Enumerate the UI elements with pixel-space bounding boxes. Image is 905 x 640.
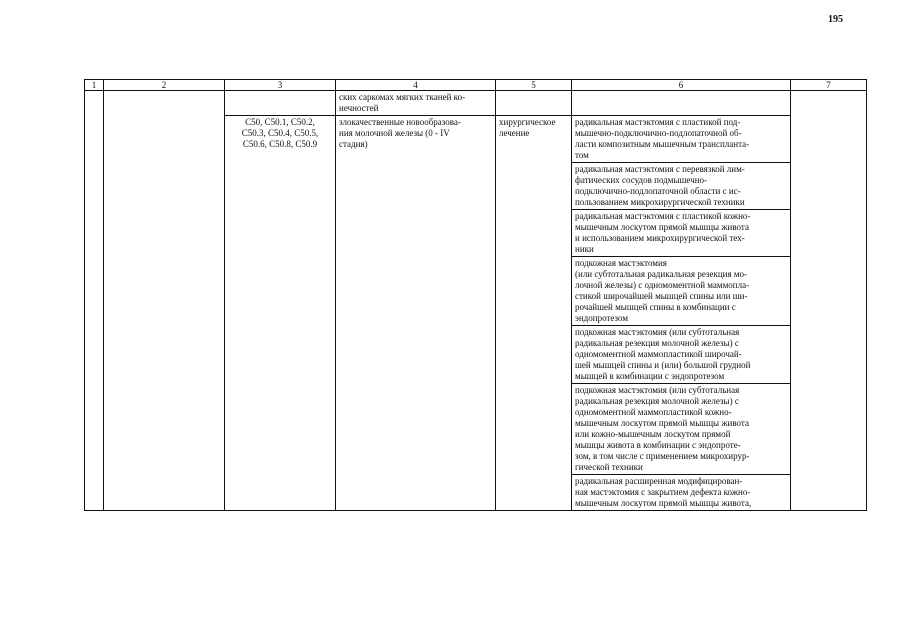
text-line: фатических сосудов подмышечно- [575, 175, 708, 185]
header-col-7: 7 [791, 80, 867, 91]
text-line: эндопротезом [575, 313, 629, 323]
header-col-5: 5 [496, 80, 572, 91]
text-line: радикальная мастэктомия с перевязкой лим- [575, 164, 745, 174]
text-line: C50.3, C50.4, C50.5, [241, 128, 319, 138]
col1-cell [85, 91, 104, 511]
text-line: радикальная резекция молочной железы) с [575, 338, 739, 348]
method-cell-2 [572, 163, 791, 210]
method-cell-4 [572, 257, 791, 326]
page-number: 195 [828, 14, 843, 25]
text-line: одномоментной маммопластикой кожно- [575, 407, 732, 417]
medical-services-table [84, 79, 867, 511]
method-cell-5 [572, 326, 791, 384]
text-line: радикальная мастэктомия с пластикой под- [575, 117, 741, 127]
text-line: мышечным лоскутом прямой мышцы живота [575, 418, 749, 428]
text-line: мышечным лоскутом прямой мышцы живота, [575, 498, 752, 508]
text-line: пользованием микрохирургической техники [575, 197, 745, 207]
text-line: мышцы живота в комбинации с эндопроте- [575, 440, 741, 450]
header-col-2: 2 [104, 80, 225, 91]
col7-cell [791, 91, 867, 511]
text-line: стикой широчайшей мышцей спины или ши- [575, 291, 748, 301]
text-line: злокачественные новообразова- [339, 117, 461, 127]
text-line: ная мастэктомия с закрытием дефекта кожно- [575, 487, 751, 497]
method-cell-3 [572, 210, 791, 257]
text-line: или кожно-мышечным лоскутом прямой [575, 429, 731, 439]
diagnosis-description [336, 116, 496, 511]
text-line: одномоментной маммопластикой широчай- [575, 349, 742, 359]
text-line: хирургическое [499, 117, 556, 127]
header-row [85, 80, 867, 91]
text-line: подключично-подлопаточной области с ис- [575, 186, 741, 196]
header-col-1: 1 [85, 80, 104, 91]
text-line: шей мышцей спины и (или) большой грудной [575, 360, 751, 370]
continued-col6 [572, 91, 791, 116]
text-line: стадия) [339, 139, 368, 149]
continued-row [85, 91, 867, 116]
text-line: зом, в том числе с применением микрохирур- [575, 451, 750, 461]
text-line: лечение [499, 128, 530, 138]
text-line: том [575, 150, 589, 160]
text-line: гической техники [575, 462, 643, 472]
text-line: подкожная мастэктомия (или субтотальная [575, 385, 740, 395]
text-line: мышечно-подключично-подлопаточной об- [575, 128, 742, 138]
header-col-4: 4 [336, 80, 496, 91]
header-col-6: 6 [572, 80, 791, 91]
text-line: C50, C50.1, C50.2, [245, 117, 315, 127]
text-line: радикальная резекция молочной железы) с [575, 396, 739, 406]
col2-cell [104, 91, 225, 511]
diagnosis-codes [225, 116, 336, 511]
method-cell-1 [572, 116, 791, 163]
text-line: и использованием микрохирургической тех- [575, 233, 745, 243]
text-line: радикальная расширенная модифицирован- [575, 476, 743, 486]
text-line: мышечным лоскутом прямой мышцы живота [575, 222, 749, 232]
text-line: подкожная мастэктомия (или субтотальная [575, 327, 740, 337]
text-line: ских саркомах мягких тканей ко- [339, 92, 466, 102]
text-line: ласти композитным мышечным транспланта- [575, 139, 750, 149]
method-cell-6 [572, 384, 791, 475]
continued-col4 [336, 91, 496, 116]
text-line: ния молочной железы (0 - IV [339, 128, 450, 138]
text-line: рочайшей мышцей спины в комбинации с [575, 302, 736, 312]
text-line: лочной железы) с одномоментной маммопла- [575, 280, 750, 290]
continued-col3 [225, 91, 336, 116]
text-line: мышцей в комбинации с эндопротезом [575, 371, 725, 381]
text-line: ники [575, 244, 594, 254]
continued-col5 [496, 91, 572, 116]
treatment-type [496, 116, 572, 511]
text-line: (или субтотальная радикальная резекция мо- [575, 269, 748, 279]
text-line: C50.6, C50.8, C50.9 [242, 139, 318, 149]
text-line: нечностей [339, 103, 379, 113]
method-cell-7 [572, 475, 791, 511]
text-line: радикальная мастэктомия с пластикой кожно- [575, 211, 751, 221]
header-col-3: 3 [225, 80, 336, 91]
text-line: подкожная мастэктомия [575, 258, 667, 268]
